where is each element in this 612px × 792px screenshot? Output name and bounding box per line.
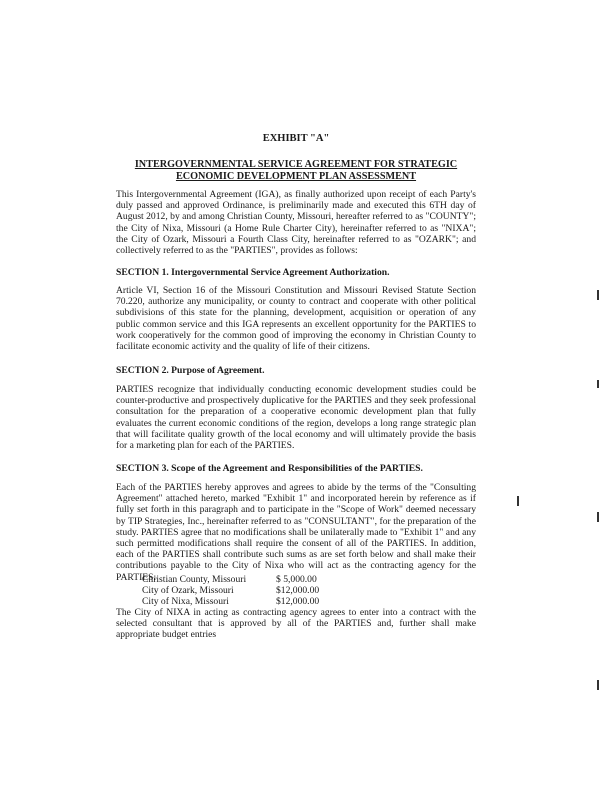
contribution-party: Christian County, Missouri (142, 574, 247, 585)
section-1-heading: SECTION 1. Intergovernmental Service Agreement Authorization. (116, 267, 390, 278)
scan-mark (597, 380, 599, 388)
contribution-amount: $12,000.00 (276, 585, 320, 596)
agreement-title: INTERGOVERNMENTAL SERVICE AGREEMENT FOR STRATEGIC ECONOMIC DEVELOPMENT PLAN ASSESSMENT (134, 159, 458, 182)
scan-mark (517, 496, 519, 506)
section-1-body: Article VI, Section 16 of the Missouri Constitution and Missouri Revised Statute Section 70.220, authorize any municipality, or county to contract and cooperate with other political subdivisions of this state for the planning, development, acquisition or operation of any public common service and this IGA represents an excellent opportunity for the PARTIES to work cooperatively for the common good of improving the economy in Christian County to facilitate economic activity and the quality of life of their citizens. (116, 285, 476, 353)
scan-mark (597, 680, 599, 690)
list-item (142, 585, 336, 596)
scan-mark (597, 290, 599, 300)
section-3-body: Each of the PARTIES hereby approves and agrees to abide by the terms of the "Consulting Agreement" attached hereto, marked "Exhibit 1" and incorporated herein by reference as if fully set forth in this paragraph and to participate in the "Scope of Work" deemed necessary by TIP Strategies, Inc., hereinafter referred to as "CONSULTANT", for the preparation of the study. PARTIES agree that no modifications shall be unilaterally made to "Exhibit 1" and any such permitted modifications shall require the consent of all of the PARTIES. In addition, each of the PARTIES shall contribute such sums as are set forth below and shall make their contributions payable to the City of Nixa who will act as the contracting agency for the PARTIES: (116, 482, 476, 583)
list-item (142, 596, 336, 607)
intro-paragraph: This Intergovernmental Agreement (IGA), as finally authorized upon receipt of each Party's duly passed and approved Ordinance, is preliminarily made and executed this 6TH day of August 2012, by and among Christian County, Missouri, hereafter referred to as "COUNTY"; the City of Nixa, Missouri (a Home Rule Charter City), hereinafter referred to as "NIXA"; the City of Ozark, Missouri a Fourth Class City, hereinafter referred to as "OZARK"; and collectively referred to as the "PARTIES", provides as follows: (116, 189, 476, 257)
contribution-amount: $ 5,000.00 (276, 574, 317, 585)
section-2-body: PARTIES recognize that individually conducting economic development studies could be counter-productive and prospectively duplicative for the PARTIES and they seek professional consultation for the preparation of a cooperative economic development plan that fully evaluates the current economic conditions of the region, develops a long range strategic plan that will facilitate quality growth of the local economy and will ultimately provide the basis for a marketing plan for each of the PARTIES. (116, 384, 476, 452)
section-3-heading: SECTION 3. Scope of the Agreement and Responsibilities of the PARTIES. (116, 463, 423, 474)
contribution-amount: $12,000.00 (276, 596, 320, 607)
exhibit-title: EXHIBIT "A" (262, 133, 330, 144)
closing-paragraph: The City of NIXA in acting as contracting agency agrees to enter into a contract with the selected consultant that is approved by all of the PARTIES and, further shall make appropriate budget entries (116, 607, 476, 641)
list-item (142, 574, 336, 585)
contributions-list (142, 574, 336, 607)
section-2-heading: SECTION 2. Purpose of Agreement. (116, 365, 265, 376)
scan-mark (597, 512, 599, 522)
contribution-party: City of Nixa, Missouri (142, 596, 229, 607)
contribution-party: City of Ozark, Missouri (142, 585, 234, 596)
